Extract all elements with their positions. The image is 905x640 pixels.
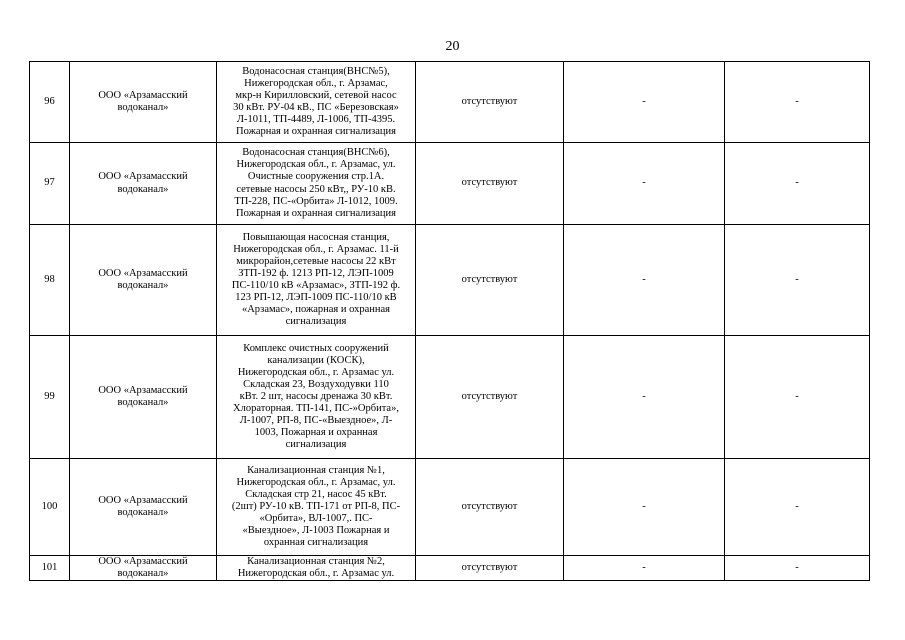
empty-value-cell: - <box>564 459 725 556</box>
empty-value-cell: - <box>564 143 725 225</box>
object-description-cell: Канализационная станция №1, Нижегородская обл., г. Арзамас, ул. Складская стр 21, насос 45 кВт. (2шт) РУ-10 кВ. ТП-171 от РП-8, ПС- «Орбита», ВЛ-1007,. ПС- «Выездное», Л-1003 Пожарная и охранная сигнализация <box>217 459 416 556</box>
empty-value-cell: - <box>564 336 725 459</box>
status-cell: отсутствуют <box>416 459 564 556</box>
organization-cell: ООО «Арзамасский водоканал» <box>70 556 217 581</box>
table-row <box>30 225 870 336</box>
empty-value-cell: - <box>564 62 725 143</box>
empty-value-cell: - <box>725 459 870 556</box>
table-row <box>30 143 870 225</box>
status-cell: отсутствуют <box>416 336 564 459</box>
empty-value-cell: - <box>725 143 870 225</box>
object-description-cell: Канализационная станция №2, Нижегородская обл., г. Арзамас ул. <box>217 556 416 581</box>
row-number: 97 <box>30 143 70 225</box>
status-cell: отсутствуют <box>416 225 564 336</box>
organization-cell: ООО «Арзамасский водоканал» <box>70 225 217 336</box>
organization-cell: ООО «Арзамасский водоканал» <box>70 143 217 225</box>
page-number: 20 <box>445 39 460 54</box>
objects-table <box>29 61 870 581</box>
object-description-cell: Комплекс очистных сооружений канализации (КОСК), Нижегородская обл., г. Арзамас ул. Складская 23, Воздуходувки 110 кВт. 2 шт, насосы дренажа 30 кВт. Хлораторная. ТП-141, ПС-»Орбита», Л-1007, РП-8, ПС-«Выездное», Л- 1003, Пожарная и охранная сигнализация <box>217 336 416 459</box>
row-number: 99 <box>30 336 70 459</box>
table-row <box>30 336 870 459</box>
organization-cell: ООО «Арзамасский водоканал» <box>70 336 217 459</box>
row-number: 101 <box>30 556 70 581</box>
empty-value-cell: - <box>564 556 725 581</box>
row-number: 98 <box>30 225 70 336</box>
empty-value-cell: - <box>725 62 870 143</box>
status-cell: отсутствуют <box>416 143 564 225</box>
table-row <box>30 556 870 581</box>
status-cell: отсутствуют <box>416 556 564 581</box>
empty-value-cell: - <box>564 225 725 336</box>
table-row <box>30 62 870 143</box>
row-number: 100 <box>30 459 70 556</box>
empty-value-cell: - <box>725 336 870 459</box>
object-description-cell: Водонасосная станция(ВНС№6), Нижегородская обл., г. Арзамас, ул. Очистные сооружения стр.1А. сетевые насосы 250 кВт,, РУ-10 кВ. ТП-228, ПС-«Орбита» Л-1012, 1009. Пожарная и охранная сигнализация <box>217 143 416 225</box>
status-cell: отсутствуют <box>416 62 564 143</box>
object-description-cell: Повышающая насосная станция, Нижегородская обл., г. Арзамас. 11-й микрорайон,сетевые насосы 22 кВт ЗТП-192 ф. 1213 РП-12, ЛЭП-1009 ПС-110/10 кВ «Арзамас», ЗТП-192 ф. 123 РП-12, ЛЭП-1009 ПС-110/10 кВ «Арзамас», пожарная и охранная сигнализация <box>217 225 416 336</box>
row-number: 96 <box>30 62 70 143</box>
empty-value-cell: - <box>725 225 870 336</box>
organization-cell: ООО «Арзамасский водоканал» <box>70 459 217 556</box>
organization-cell: ООО «Арзамасский водоканал» <box>70 62 217 143</box>
table-row <box>30 459 870 556</box>
object-description-cell: Водонасосная станция(ВНС№5), Нижегородская обл., г. Арзамас, мкр-н Кирилловский, сетевой насос 30 кВт. РУ-04 кВ., ПС «Березовская» Л-1011, ТП-4489, Л-1006, ТП-4395. Пожарная и охранная сигнализация <box>217 62 416 143</box>
empty-value-cell: - <box>725 556 870 581</box>
